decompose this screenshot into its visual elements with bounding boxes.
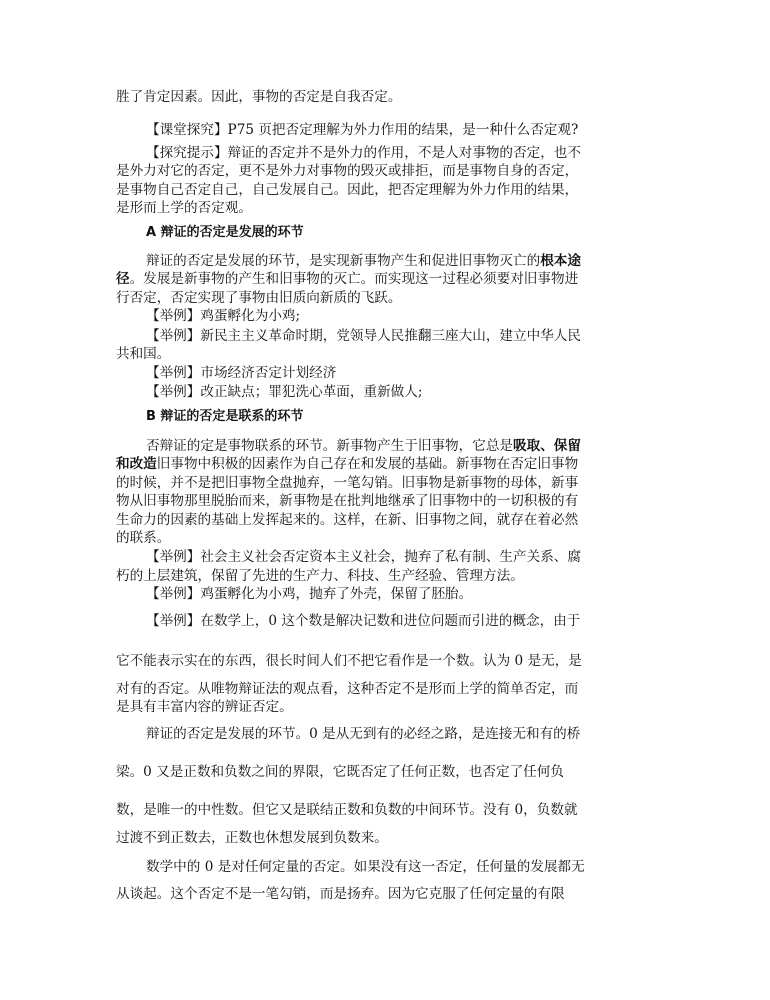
example-line: 【举例】市场经济否定计划经济 [146, 365, 337, 381]
bold-term: 吸取、保留 [513, 438, 581, 454]
text-line: 对有的否定。从唯物辩证法的观点看，这种否定不是形而上学的简单否定，而 [116, 681, 579, 697]
bold-term: 根本途 [540, 253, 581, 269]
text-line: 数，是唯一的中性数。但它又是联结正数和负数的中间环节。没有 0，负数就 [116, 802, 578, 818]
text-line: 【课堂探究】P75 页把否定理解为外力作用的结果，是一种什么否定观? [146, 122, 579, 138]
text-line: 从谈起。这个否定不是一笔勾销，而是扬弃。因为它克服了任何定量的有限 [116, 886, 565, 902]
bold-term: 和改造 [116, 456, 157, 472]
text-line: 是事物自己否定自己，自己发展自己。因此，把否定理解为外力作用的结果， [116, 182, 579, 198]
text-line: 生命力的因素的基础上发挥起来的。这样，在新、旧事物之间，就存在着必然 [116, 512, 579, 528]
text-line: 物从旧事物那里脱胎而来，新事物是在批判地继承了旧事物中的一切积极的有 [116, 493, 579, 509]
example-line: 【举例】新民主主义革命时期，党领导人民推翻三座大山，建立中华人民 [146, 328, 581, 344]
text-line: 梁。0 又是正数和负数之间的界限，它既否定了任何正数，也否定了任何负 [116, 764, 564, 780]
text-span: 否辩证的定是事物联系的环节。新事物产生于旧事物，它总是 [146, 438, 514, 454]
text-line: 是外力对它的否定，更不是外力对事物的毁灭或排拒，而是事物自身的否定， [116, 163, 579, 179]
text-line: 过渡不到正数去，正数也休想发展到负数来。 [116, 830, 388, 846]
text-line [146, 437, 646, 455]
text-line: 是形而上学的否定观。 [116, 200, 252, 216]
example-line: 【举例】鸡蛋孵化为小鸡，抛弃了外壳，保留了胚胎。 [146, 586, 473, 602]
text-line: 数学中的 0 是对任何定量的否定。如果没有这一否定，任何量的发展都无 [146, 859, 585, 875]
text-span: 。发展是新事物的产生和旧事物的灭亡。而实现这一过程必须要对旧事物进 [129, 271, 579, 287]
example-line: 【举例】改正缺点；罪犯洗心革面，重新做人; [146, 384, 423, 400]
text-line: 它不能表示实在的东西，很长时间人们不把它看作是一个数。认为 0 是无，是 [116, 653, 582, 669]
text-line: 的时候，并不是把旧事物全盘抛弃，一笔勾销。旧事物是新事物的母体，新事 [116, 475, 579, 491]
text-line: 行否定，否定实现了事物由旧质向新质的飞跃。 [116, 290, 402, 306]
text-line [116, 270, 646, 288]
text-line: 胜了肯定因素。因此，事物的否定是自我否定。 [116, 89, 402, 105]
text-line: 辩证的否定是发展的环节。0 是从无到有的必经之路，是连接无和有的桥 [146, 726, 581, 742]
text-line [146, 252, 646, 270]
bold-term: 径 [116, 271, 130, 287]
text-line: 朽的上层建筑，保留了先进的生产力、科技、生产经验、管理方法。 [116, 568, 524, 584]
example-line: 【举例】鸡蛋孵化为小鸡; [146, 308, 301, 324]
text-line: 共和国。 [116, 346, 171, 362]
text-line: 的联系。 [116, 530, 171, 546]
text-span: 辩证的否定是发展的环节，是实现新事物产生和促进旧事物灭亡的 [146, 253, 541, 269]
text-line [116, 455, 646, 473]
section-heading-b: B 辩证的否定是联系的环节 [146, 409, 304, 424]
section-heading-a: A 辩证的否定是发展的环节 [146, 225, 304, 240]
text-line: 是具有丰富内容的辨证否定。 [116, 699, 293, 715]
example-line: 【举例】社会主义社会否定资本主义社会，抛弃了私有制、生产关系、腐 [146, 549, 581, 565]
text-line: 【探究提示】辩证的否定并不是外力的作用，不是人对事物的否定，也不 [146, 145, 581, 161]
text-span: 旧事物中积极的因素作为自己存在和发展的基础。新事物在否定旧事物 [156, 456, 579, 472]
example-line: 【举例】在数学上，0 这个数是解决记数和进位问题而引进的概念，由于 [146, 613, 581, 629]
